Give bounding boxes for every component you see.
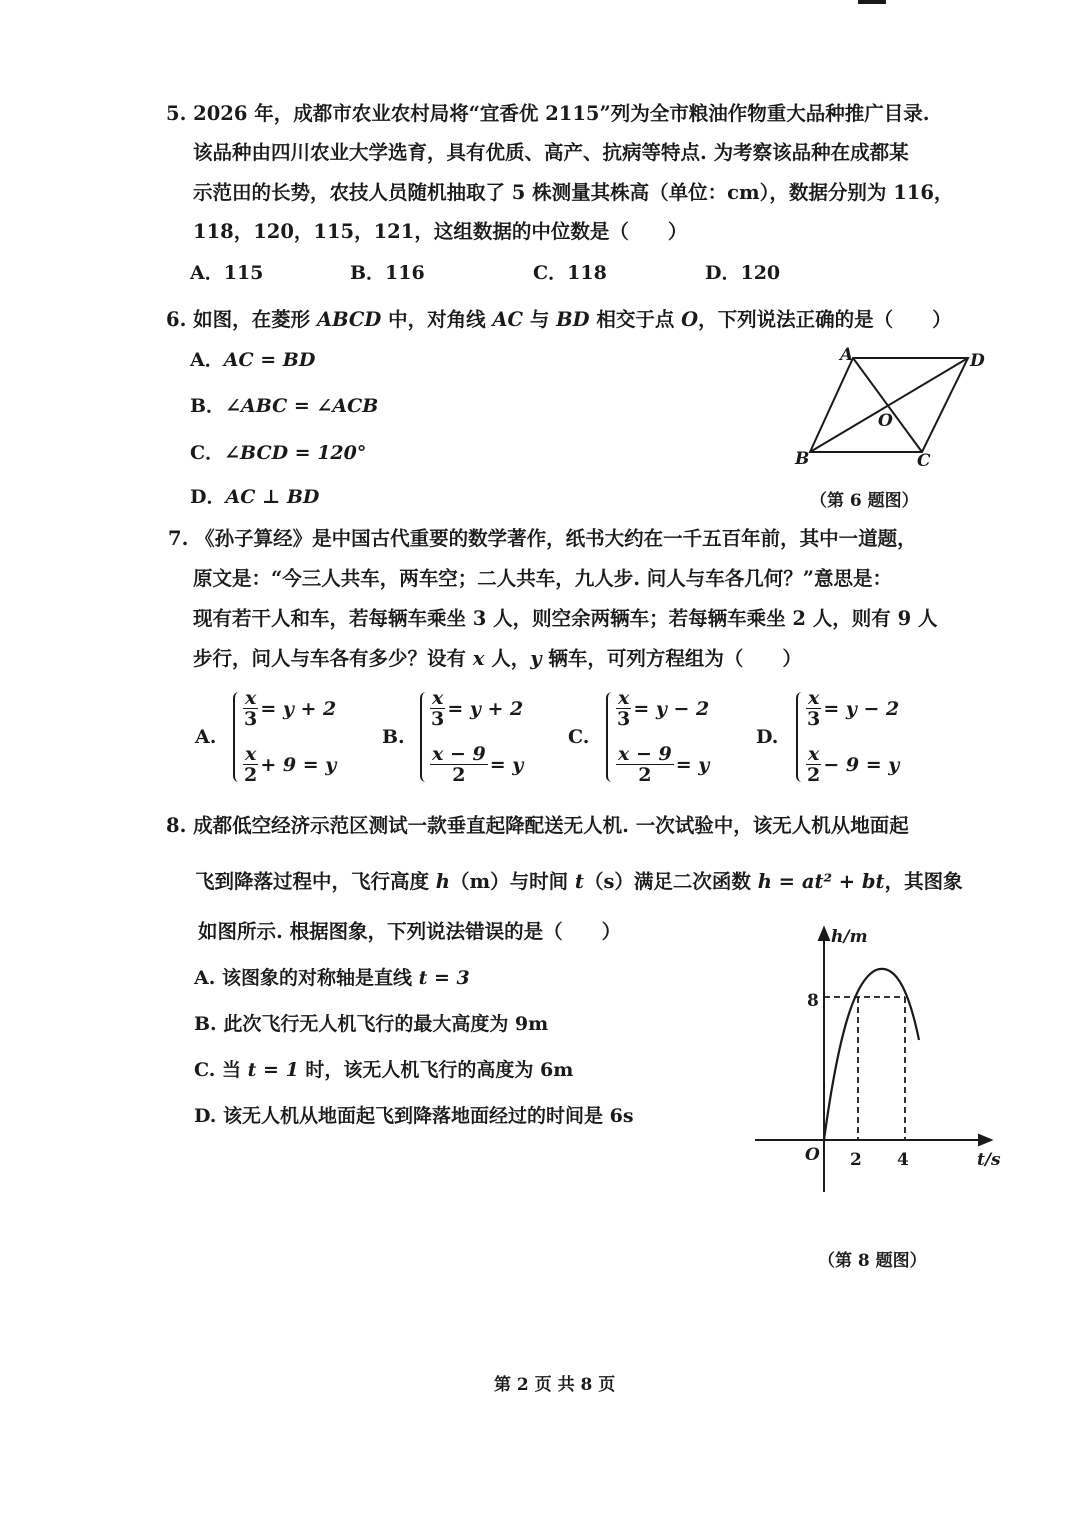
q5-option-d: D．120 xyxy=(705,262,781,284)
q5-option-a: A．115 xyxy=(190,262,264,284)
q5-line-2: 该品种由四川农业大学选育，具有优质、高产、抗病等特点. 为考察该品种在成都某 xyxy=(193,141,909,164)
vertex-label-b: B xyxy=(795,449,810,469)
equation-2: $\frac{x - 9}{2}$ = y xyxy=(432,743,524,786)
q6-option-c: C．∠BCD = 120° xyxy=(190,442,367,464)
x-axis-label: t/s xyxy=(977,1150,1001,1170)
x-tick-4: 4 xyxy=(897,1150,909,1170)
y-axis-label: h/m xyxy=(831,927,868,947)
q8-line-3: 如图所示. 根据图象，下列说法错误的是（ ） xyxy=(198,920,622,943)
q7-option-c xyxy=(568,688,728,788)
q8-option-c: C. 当 t = 1 时，该无人机飞行的高度为 6m xyxy=(194,1059,574,1081)
brace xyxy=(420,692,430,782)
q7-line-2: 原文是：“今三人共车，两车空；二人共车，九人步. 问人与车各几何？”意思是： xyxy=(193,567,893,590)
q5-line-3: 示范田的长势，农技人员随机抽取了 5 株测量其株高（单位：cm），数据分别为 116， xyxy=(193,181,954,204)
q8-option-b: B. 此次飞行无人机飞行的最大高度为 9m xyxy=(194,1013,549,1035)
scan-artifact xyxy=(858,0,886,4)
vertex-label-o: O xyxy=(878,411,893,431)
parabola-curve xyxy=(824,969,919,1140)
q5-line-1: 5. 2026 年，成都市农业农村局将“宜香优 2115”列为全市粮油作物重大品种推广目录. xyxy=(166,102,930,125)
vertex-label-d: D xyxy=(970,351,985,371)
equation-1: $\frac{x}{3}$ = y + 2 xyxy=(431,687,524,730)
q5-option-c: C．118 xyxy=(533,262,607,284)
parabola-graph xyxy=(745,920,1010,1200)
q8-option-a: A. 该图象的对称轴是直线 t = 3 xyxy=(194,967,470,989)
origin-label: O xyxy=(805,1145,820,1165)
q7-option-b xyxy=(382,688,542,788)
rhombus-figure xyxy=(790,340,990,475)
q8-figure-caption: （第 8 题图） xyxy=(818,1251,927,1271)
q6-stem: 6. 如图，在菱形 ABCD 中，对角线 AC 与 BD 相交于点 O，下列说法正确的是（ ） xyxy=(166,308,952,331)
q6-figure-caption: （第 6 题图） xyxy=(810,491,919,511)
brace xyxy=(796,692,806,782)
equation-2: $\frac{x}{2}$ + 9 = y xyxy=(244,743,337,786)
q7-option-d xyxy=(756,688,916,788)
q6-option-b: B．∠ABC = ∠ACB xyxy=(190,395,379,417)
q7-option-d-letter: D. xyxy=(756,726,779,748)
brace xyxy=(606,692,616,782)
q7-option-b-letter: B. xyxy=(382,726,405,748)
q7-line-3: 现有若干人和车，若每辆车乘坐 3 人，则空余两辆车；若每辆车乘坐 2 人，则有 9 人 xyxy=(193,607,938,630)
y-tick-8: 8 xyxy=(807,991,819,1011)
equation-1: $\frac{x}{3}$ = y − 2 xyxy=(807,687,900,730)
q6-option-d: D．AC ⊥ BD xyxy=(190,486,320,508)
brace xyxy=(233,692,243,782)
q7-line-1: 7. 《孙子算经》是中国古代重要的数学著作，纸书大约在一千五百年前，其中一道题， xyxy=(168,527,917,550)
equation-2: $\frac{x}{2}$ − 9 = y xyxy=(807,743,900,786)
q8-line-2: 飞到降落过程中，飞行高度 h（m）与时间 t（s）满足二次函数 h = at² + bt，其图象 xyxy=(195,870,963,893)
vertex-label-a: A xyxy=(840,345,854,365)
q5-option-b: B．116 xyxy=(350,262,425,284)
equation-1: $\frac{x}{3}$ = y − 2 xyxy=(617,687,710,730)
q7-option-c-letter: C. xyxy=(568,726,590,748)
q5-line-4: 118，120，115，121，这组数据的中位数是（ ） xyxy=(193,220,688,243)
q7-line-4: 步行，问人与车各有多少？设有 x 人，y 辆车，可列方程组为（ ） xyxy=(193,647,802,670)
x-axis-arrow xyxy=(979,1135,991,1145)
page-footer: 第 2 页 共 8 页 xyxy=(494,1375,616,1395)
equation-2: $\frac{x - 9}{2}$ = y xyxy=(618,743,710,786)
q8-line-1: 8. 成都低空经济示范区测试一款垂直起降配送无人机. 一次试验中，该无人机从地面起 xyxy=(166,814,909,837)
y-axis-arrow xyxy=(819,928,829,940)
q8-option-d: D. 该无人机从地面起飞到降落地面经过的时间是 6s xyxy=(194,1105,634,1127)
equation-1: $\frac{x}{3}$ = y + 2 xyxy=(244,687,337,730)
q6-option-a: A．AC = BD xyxy=(190,349,316,371)
q7-option-a-letter: A. xyxy=(195,726,217,748)
q7-option-a xyxy=(195,688,355,788)
vertex-label-c: C xyxy=(917,451,931,471)
x-tick-2: 2 xyxy=(850,1150,862,1170)
